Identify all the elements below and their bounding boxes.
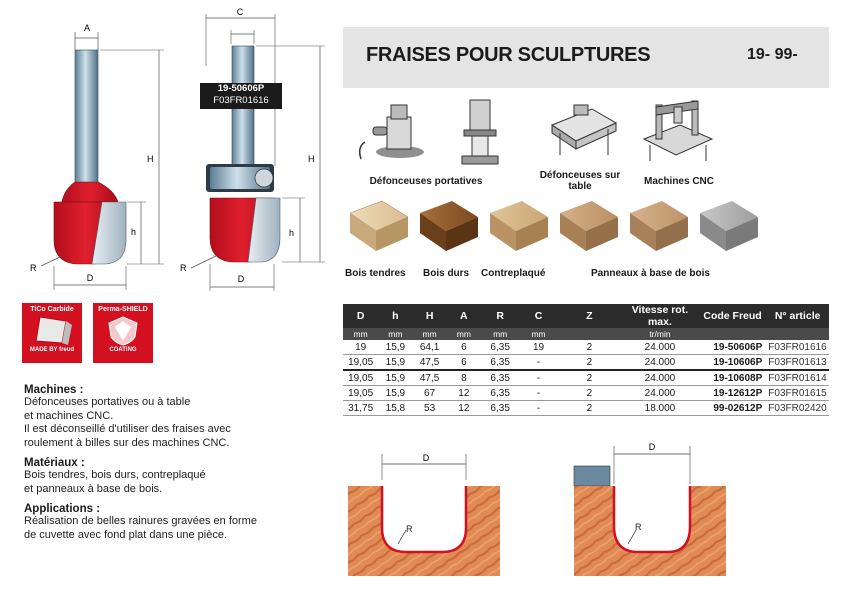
wood-label-panels: Panneaux à base de bois bbox=[591, 268, 710, 279]
cell-article: F03FR01615 bbox=[766, 386, 829, 401]
col-header-d: D bbox=[343, 304, 378, 328]
unit-r: mm bbox=[481, 328, 519, 340]
cnc-machine-icon bbox=[640, 95, 716, 165]
col-header-r: R bbox=[481, 304, 519, 328]
spec-table bbox=[343, 304, 829, 416]
dim-label-h-total-2: H bbox=[308, 154, 315, 164]
dim-label-h-cut: h bbox=[131, 227, 137, 237]
cell: 8 bbox=[447, 370, 481, 386]
materials-line: et panneaux à base de bois. bbox=[24, 482, 163, 495]
dim-label-d-2: D bbox=[237, 274, 245, 284]
tico-badge-sub: MADE BY freud bbox=[29, 347, 75, 353]
machine-label-cnc: Machines CNC bbox=[643, 176, 714, 187]
table-row bbox=[343, 355, 829, 371]
dim-label-a: A bbox=[83, 23, 91, 33]
unit-c: mm bbox=[519, 328, 557, 340]
wood-label-soft: Bois tendres bbox=[345, 268, 406, 279]
cell: 19,05 bbox=[343, 386, 378, 401]
cell: 15,9 bbox=[378, 386, 412, 401]
machines-line: et machines CNC. bbox=[24, 409, 114, 422]
page-number: 19- 99- bbox=[747, 46, 798, 63]
cell-code: 99-02612P bbox=[699, 401, 766, 416]
table-row bbox=[343, 340, 829, 355]
cell-code: 19-12612P bbox=[699, 386, 766, 401]
cell: 15,9 bbox=[378, 355, 412, 371]
cell-code: 19-10606P bbox=[699, 355, 766, 371]
col-header-h-total: H bbox=[413, 304, 447, 328]
cell: - bbox=[519, 355, 557, 371]
cell-article: F03FR01613 bbox=[766, 355, 829, 371]
router-bit-drawing bbox=[14, 10, 174, 295]
dim-label-r: R bbox=[30, 263, 37, 273]
tico-badge-title: TiCo Carbide bbox=[30, 306, 74, 313]
cell-article: F03FR01616 bbox=[766, 340, 829, 355]
perma-badge-sub: COATING bbox=[109, 347, 137, 353]
router-table-icon bbox=[546, 97, 618, 159]
cell: 2 bbox=[558, 401, 621, 416]
machines-line: Il est déconseillé d'utiliser des fraises avec bbox=[24, 423, 231, 435]
cell: 15,9 bbox=[378, 340, 412, 355]
wood-samples bbox=[346, 199, 826, 259]
table-row bbox=[343, 401, 829, 416]
page-title: FRAISES POUR SCULPTURES bbox=[366, 44, 651, 66]
table-router-icon bbox=[458, 95, 508, 167]
cell: 6 bbox=[447, 340, 481, 355]
table-header-row bbox=[343, 304, 829, 328]
wood-label-plywood: Contreplaqué bbox=[481, 268, 546, 279]
materials-heading: Matériaux : bbox=[24, 457, 85, 469]
materials-line: Bois tendres, bois durs, contreplaqué bbox=[24, 469, 206, 481]
perma-shield-badge bbox=[93, 303, 153, 363]
tico-carbide-badge bbox=[22, 303, 82, 363]
cell: 19,05 bbox=[343, 370, 378, 386]
cell: 2 bbox=[558, 386, 621, 401]
unit-h-total: mm bbox=[413, 328, 447, 340]
cell: 24.000 bbox=[621, 370, 699, 386]
applications-heading: Applications : bbox=[24, 503, 101, 515]
machines-line: roulement à billes sur des machines CNC. bbox=[24, 436, 230, 449]
cell: 6,35 bbox=[481, 355, 519, 371]
cell: 31,75 bbox=[343, 401, 378, 416]
unit-code bbox=[699, 328, 766, 340]
table-units-row bbox=[343, 328, 829, 340]
cell: - bbox=[519, 370, 557, 386]
cell: 24.000 bbox=[621, 340, 699, 355]
wood-label-hard: Bois durs bbox=[423, 268, 470, 279]
cell: 6,35 bbox=[481, 340, 519, 355]
groove-profile-bearing bbox=[572, 434, 728, 580]
dim-label-r-2: R bbox=[180, 263, 187, 273]
bearing-tag-article: F03FR01616 bbox=[213, 95, 269, 106]
cell-article: F03FR01614 bbox=[766, 370, 829, 386]
carbide-tip-icon bbox=[22, 313, 82, 347]
cell: 18.000 bbox=[621, 401, 699, 416]
col-header-h: h bbox=[378, 304, 412, 328]
cell: 19 bbox=[343, 340, 378, 355]
cell: - bbox=[519, 401, 557, 416]
cell: 53 bbox=[413, 401, 447, 416]
col-header-speed: Vitesse rot. max. bbox=[621, 304, 699, 328]
cell: 47,5 bbox=[413, 355, 447, 371]
col-header-code: Code Freud bbox=[699, 304, 766, 328]
cell-code: 19-50606P bbox=[699, 340, 766, 355]
cell: 24.000 bbox=[621, 386, 699, 401]
cell: 47,5 bbox=[413, 370, 447, 386]
dim-label-c: C bbox=[236, 7, 244, 17]
groove-profile bbox=[346, 440, 502, 580]
machine-label-portable: Défonceuses portatives bbox=[369, 176, 483, 187]
cell: 6 bbox=[447, 355, 481, 371]
router-bit-bearing-drawing bbox=[170, 6, 340, 296]
wood-sample-particle bbox=[560, 201, 618, 251]
info-section bbox=[24, 384, 324, 542]
cell: 6,35 bbox=[481, 370, 519, 386]
cell-article: F03FR02420 bbox=[766, 401, 829, 416]
cell: 15,9 bbox=[378, 370, 412, 386]
col-header-c: C bbox=[519, 304, 557, 328]
shield-icon bbox=[93, 313, 153, 347]
wood-sample-hard bbox=[420, 201, 478, 251]
wood-sample-plywood bbox=[490, 201, 548, 251]
table-row bbox=[343, 386, 829, 401]
machines-line: Défonceuses portatives ou à table bbox=[24, 396, 191, 408]
profile-label-r-2: R bbox=[635, 522, 642, 532]
cell: 6,35 bbox=[481, 386, 519, 401]
unit-article bbox=[766, 328, 829, 340]
bearing-tag-code: 19-50606P bbox=[217, 83, 265, 94]
dim-label-d: D bbox=[86, 273, 94, 283]
wood-sample-mdf bbox=[630, 201, 688, 251]
cell: 6,35 bbox=[481, 401, 519, 416]
wood-sample-soft bbox=[350, 201, 408, 251]
machine-label-table: Défonceuses sur table bbox=[539, 170, 621, 192]
unit-a: mm bbox=[447, 328, 481, 340]
dim-label-h-total: H bbox=[147, 154, 154, 164]
cell: 2 bbox=[558, 370, 621, 386]
col-header-z: Z bbox=[558, 304, 621, 328]
table-row bbox=[343, 370, 829, 386]
cell: - bbox=[519, 386, 557, 401]
perma-badge-title: Perma-SHIELD bbox=[98, 306, 148, 313]
unit-d: mm bbox=[343, 328, 378, 340]
applications-line: de cuvette avec fond plat dans une pièce. bbox=[24, 528, 228, 541]
profile-label-d-2: D bbox=[648, 442, 656, 452]
bearing-tag bbox=[200, 83, 282, 109]
portable-router-icon bbox=[355, 97, 435, 167]
cell: 64,1 bbox=[413, 340, 447, 355]
cell: 2 bbox=[558, 355, 621, 371]
cell: 12 bbox=[447, 386, 481, 401]
cell: 15,8 bbox=[378, 401, 412, 416]
dim-label-h-cut-2: h bbox=[289, 228, 295, 238]
profile-label-r: R bbox=[406, 524, 413, 534]
col-header-a: A bbox=[447, 304, 481, 328]
unit-h: mm bbox=[378, 328, 412, 340]
profile-label-d: D bbox=[422, 453, 430, 463]
unit-z bbox=[558, 328, 621, 340]
cell: 67 bbox=[413, 386, 447, 401]
cell: 19,05 bbox=[343, 355, 378, 371]
cell: 12 bbox=[447, 401, 481, 416]
unit-speed: tr/min bbox=[621, 328, 699, 340]
cell: 19 bbox=[519, 340, 557, 355]
machines-heading: Machines : bbox=[24, 384, 84, 396]
cell: 24.000 bbox=[621, 355, 699, 371]
col-header-article: N° article bbox=[766, 304, 829, 328]
cell-code: 19-10608P bbox=[699, 370, 766, 386]
wood-sample-melamine bbox=[700, 201, 758, 251]
cell: 2 bbox=[558, 340, 621, 355]
bearing-guide bbox=[574, 466, 610, 486]
applications-line: Réalisation de belles rainures gravées en forme bbox=[24, 515, 257, 527]
